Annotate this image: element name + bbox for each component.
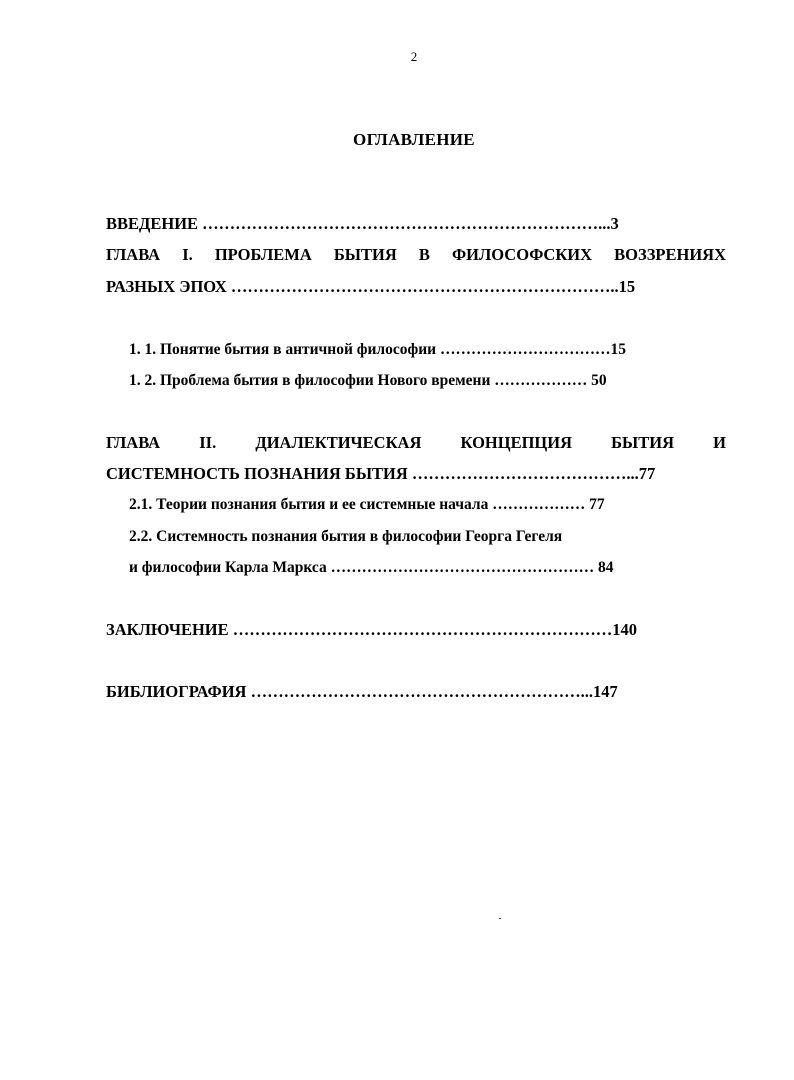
toc-entry-section-2-2-continued: и философии Карла Маркса …………………………………………… 84 [129,559,614,576]
toc-entry-chapter-2-continued: СИСТЕМНОСТЬ ПОЗНАНИЯ БЫТИЯ …………………………………...77 [106,464,656,483]
toc-entry-chapter-1-continued: РАЗНЫХ ЭПОХ ……………………………………………………………..15 [106,277,636,296]
page-title: ОГЛАВЛЕНИЕ [353,130,475,149]
page-number: 2 [410,49,418,64]
toc-entry-conclusion: ЗАКЛЮЧЕНИЕ ……………………………………………………………140 [106,620,637,639]
toc-entry-section-2-1: 2.1. Теории познания бытия и ее системные начала ……………… 77 [129,496,605,513]
toc-entry-chapter-2-title: ГЛАВА II. ДИАЛЕКТИЧЕСКАЯ КОНЦЕПЦИЯ БЫТИЯ И [106,433,726,452]
toc-entry-bibliography: БИБЛИОГРАФИЯ ……………………………………………………...147 [106,682,618,701]
scan-speck [499,918,501,919]
toc-entry-introduction: ВВЕДЕНИЕ ………………………………………………………………...3 [106,214,619,233]
toc-entry-chapter-1-title: ГЛАВА I. ПРОБЛЕМА БЫТИЯ В ФИЛОСОФСКИХ ВОЗЗРЕНИЯХ [106,245,726,264]
toc-entry-section-1-1: 1. 1. Понятие бытия в античной философии ……………………………15 [129,341,626,358]
toc-entry-section-2-2: 2.2. Системность познания бытия в философии Георга Гегеля [129,528,563,545]
toc-entry-section-1-2: 1. 2. Проблема бытия в философии Нового времени ……………… 50 [129,372,607,389]
